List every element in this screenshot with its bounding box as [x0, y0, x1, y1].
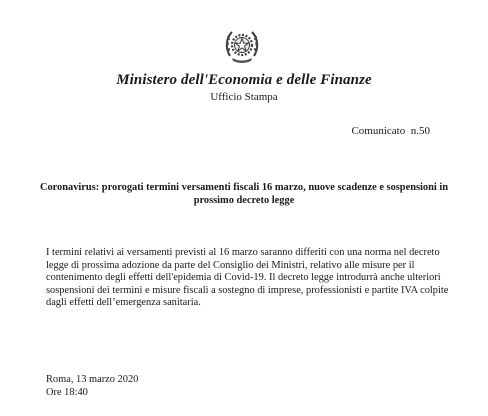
press-release-body [46, 247, 456, 310]
italian-republic-emblem-icon [222, 26, 262, 66]
body-line: dagli effetti dell’emergenza sanitaria. [46, 297, 201, 309]
body-line: contenimento degli effetti dell'epidemia di Covid-19. Il decreto legge introdurrà anche ulteriori [46, 272, 441, 284]
press-release-headline [36, 181, 452, 207]
place-and-date: Roma, 13 marzo 2020 [46, 374, 139, 385]
body-line: sospensioni dei termini e misure fiscali a sostegno di imprese, professionisti e partite IVA colpite [46, 284, 449, 296]
body-line: I termini relativi ai versamenti previsti al 16 marzo saranno differiti con una norma nel decreto [46, 247, 440, 258]
office-name: Ufficio Stampa [210, 91, 278, 103]
headline-line: prossimo decreto legge [193, 195, 295, 206]
headline-line: Coronavirus: prorogati termini versamenti fiscali 16 marzo, nuove scadenze e sospensioni in [39, 182, 449, 193]
communique-number: Comunicato n.50 [351, 125, 430, 137]
release-time: Ore 18:40 [46, 387, 88, 398]
ministry-name: Ministero dell'Economia e delle Finanze [116, 72, 372, 88]
body-line: legge di prossima adozione da parte del Consiglio dei Ministri, relativo alle misure per il [46, 259, 415, 271]
